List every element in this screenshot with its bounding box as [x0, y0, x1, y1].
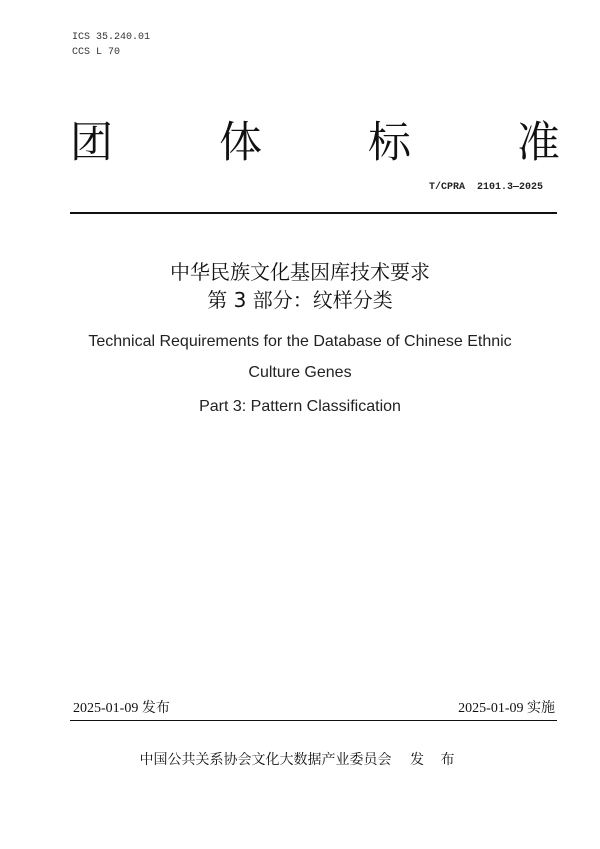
standard-type-heading — [70, 118, 560, 168]
standard-type-char-1: 团 — [70, 118, 113, 168]
ccs-code: CCS L 70 — [72, 47, 121, 58]
classification-codes — [72, 30, 150, 60]
chinese-title-line-1: 中华民族文化基因库技术要求 — [170, 260, 430, 284]
issuer-name: 中国公共关系协会文化大数据产业委员会 — [139, 752, 392, 768]
english-title-line-1: Technical Requirements for the Database of Chinese Ethnic — [88, 333, 512, 350]
release-date: 2025-01-09 发布 — [73, 701, 170, 716]
header-divider — [70, 212, 557, 214]
ics-code: ICS 35.240.01 — [72, 32, 151, 43]
implementation-date: 2025-01-09 实施 — [458, 701, 555, 716]
english-title-line-3: Part 3: Pattern Classification — [199, 398, 401, 415]
issuer-line — [0, 750, 600, 770]
english-title-line-2: Culture Genes — [248, 364, 352, 381]
chinese-title — [0, 258, 600, 314]
chinese-title-line-2: 第 3 部分：纹样分类 — [207, 288, 393, 312]
standard-type-char-3: 标 — [368, 118, 411, 168]
issuer-action: 发 布 — [410, 752, 461, 768]
standard-type-char-4: 准 — [517, 118, 560, 168]
standard-number: T/CPRA 2101.3—2025 — [428, 182, 543, 193]
date-row — [73, 700, 555, 718]
footer-divider — [70, 720, 557, 721]
standard-type-char-2: 体 — [219, 118, 262, 168]
